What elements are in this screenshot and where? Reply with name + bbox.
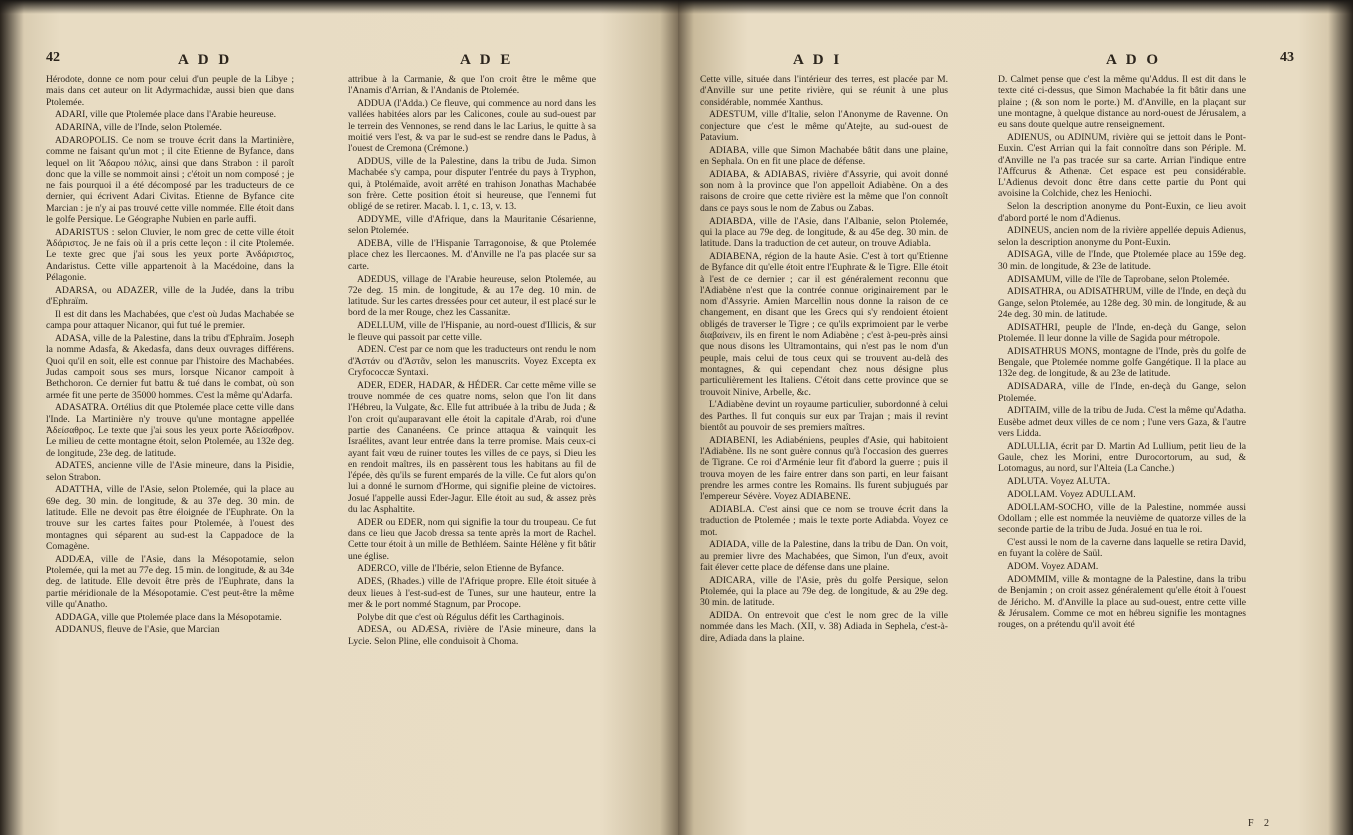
entry-paragraph: ADDYME, ville d'Afrique, dans la Mauritanie Césarienne, selon Ptolemée.: [348, 214, 596, 237]
right-page: [678, 0, 1353, 835]
signature-mark: F 2: [1248, 818, 1274, 829]
entry-paragraph: D. Calmet pense que c'est la même qu'Addus. Il est dit dans le texte cité ci-dessus, que Simon Machabée la fit bâtir dans une plaine ; (& son nom le porte.) M. d'Anville, en la plaçant sur une montagne, à quelque distance au nord-ouest de Jérusalem, a eu sans doute quelque autre renseignement.: [998, 74, 1246, 131]
running-head-right-col2: A D O: [1106, 52, 1162, 68]
entry-paragraph: Il est dit dans les Machabées, que c'est où Judas Machabée se campa pour attaquer Nicanor, qui fut tué le premier.: [46, 308, 294, 332]
page-edge: [678, 0, 1353, 14]
entry-paragraph: ADIDA. On entrevoit que c'est le nom grec de la ville nommée dans les Mach. (XII, v. 38) Adiada in Sephela, c'est-à-dire, Adiada dans la plaine.: [700, 610, 948, 644]
entry-paragraph: Polybe dit que c'est où Régulus défit les Carthaginois.: [357, 611, 565, 623]
page-number-right: 43: [1280, 50, 1294, 65]
entry-paragraph: ADASATRA. Ortélius dit que Ptolemée place cette ville dans l'Inde. La Martinière n'y trouve qu'une montagne appellée Ἀδείσαθρος. Le texte que j'ai sous les yeux porte Ἀδείσαθρον. Le milieu de cette montagne étoit, selon Ptolemée, au 132e deg. de longitude, 23e deg. de latitude.: [46, 402, 294, 459]
entry-paragraph: ADIABA, ville que Simon Machabée bâtit dans une plaine, en Sephala. On en fit une place de défense.: [700, 144, 948, 168]
entry-paragraph: ADISATHRA, ou ADISATHRUM, ville de l'Inde, en deçà du Gange, selon Ptolemée, au 128e deg. 30 min. de longitude, & au 24e deg. 30 min. de latitude.: [998, 286, 1246, 320]
entry-paragraph: ADISAMUM, ville de l'île de Taprobane, selon Ptolemée.: [1007, 273, 1230, 285]
entry-paragraph: ADISATHRI, peuple de l'Inde, en-deçà du Gange, selon Ptolemée. Il leur donne la ville de Sagida pour métropole.: [998, 321, 1246, 345]
entry-paragraph: ADDUS, ville de la Palestine, dans la tribu de Juda. Simon Machabée s'y campa, pour disputer l'entrée du pays à Tryphon, qui, à Ptolémaïde, avoit arrêté en trahison Jonathas Machabée son frère. Cette position étoit si heureuse, que l'ennemi fut obligé de se retirer. Macab. l. 1, c. 13, v. 13.: [348, 156, 596, 213]
entry-paragraph: ADERCO, ville de l'Ibérie, selon Etienne de Byfance.: [357, 563, 564, 575]
entry-paragraph: L'Adiabène devint un royaume particulier, subordonné à celui des Parthes. Il fut conquis sur eux par Trajan ; mais il revint bientôt au pouvoir de ses premiers maîtres.: [700, 399, 948, 433]
entry-paragraph: ADDAGA, ville que Ptolemée place dans la Mésopotamie.: [55, 611, 282, 623]
entry-paragraph: ADARSA, ou ADAZER, ville de la Judée, dans la tribu d'Ephraïm.: [46, 284, 294, 308]
entry-paragraph: ADISAGA, ville de l'Inde, que Ptolemée place au 159e deg. 30 min. de longitude, & 23e de latitude.: [998, 249, 1246, 272]
left-page-column-2: [348, 74, 596, 814]
entry-paragraph: ADEBA, ville de l'Hispanie Tarragonoise, & que Ptolemée place chez les Ilercaones. M. d'Anville ne l'a pas placée sur sa carte.: [348, 238, 596, 272]
right-page-column-2: [998, 74, 1246, 814]
entry-paragraph: ADESTUM, ville d'Italie, selon l'Anonyme de Ravenne. On conjecture que c'est le même qu'Atejte, au sud-ouest de Patavium.: [700, 109, 948, 143]
entry-paragraph: Selon la description anonyme du Pont-Euxin, ce lieu avoit d'abord porté le nom d'Adienus.: [998, 201, 1246, 224]
entry-paragraph: ADIABLA. C'est ainsi que ce nom se trouve écrit dans la traduction de Ptolemée ; mais le texte porte Adiabda. Voyez ce mot.: [700, 503, 948, 538]
entry-paragraph: ADDUA (l'Adda.) Ce fleuve, qui commence au nord dans les vallées habitées alors par les Calicones, coule au sud-ouest par le terrein des Vennones, se rend dans le lac Larius, le quitte à sa moitié vers l'est, & va par le sud-est se rendre dans le Padus, à l'ouest de Cremona (Crémone.): [348, 98, 596, 155]
running-head-right-col1: A D I: [793, 52, 843, 68]
page-edge: [0, 0, 678, 14]
entry-paragraph: ADARI, ville que Ptolemée place dans l'Arabie heureuse.: [55, 109, 276, 121]
entry-paragraph: ADEN. C'est par ce nom que les traducteurs ont rendu le nom d'Ἀστάν ou d'Ἀστᾶν, selon les manuscrits. Voyez Excepta ex Cryfococcæ Syntaxi.: [348, 344, 596, 378]
entry-paragraph: ADER, EDER, HADAR, & HÉDER. Car cette même ville se trouve nommée de ces quatre noms, selon que l'on lit dans l'Hébreu, la Vulgate, &c. Elle fut attribuée à la tribu de Juda ; & l'on croit qu'auparavant elle étoit la capitale d'Arab, roi d'une partie des Cananéens. Ce prince attaqua & vainquit les Israélites, avant leur entrée dans la terre promise. Mais ceux-ci ayant fait vœu de ruiner toutes les villes de ce pays, si Dieu les en rendoit maîtres, ils en passèrent tous les habitans au fil de l'épée, dès qu'ils se furent emparés de la ville. Ce fut alors qu'on lui a donné le surnom d'Horme, qui signifie pleine de victoires. Josué l'appelle aussi Eder-Jagur. Elle étoit au sud, & assez près du lac Asphaltite.: [348, 379, 596, 515]
entry-paragraph: ADARINA, ville de l'Inde, selon Ptolemée.: [55, 122, 222, 134]
entry-paragraph: ADITAIM, ville de la tribu de Juda. C'est la même qu'Adatha. Eusèbe admet deux villes de ce nom ; l'une vers Gaza, & l'autre vers Lidda.: [998, 405, 1246, 439]
entry-paragraph: ADER ou EDER, nom qui signifie la tour du troupeau. Ce fut dans ce lieu que Jacob dressa sa tente après la mort de Rachel. Cette tour étoit à un mille de Bethléem. Sainte Hélène y fit bâtir une église.: [348, 516, 596, 562]
entry-paragraph: ADARISTUS : selon Cluvier, le nom grec de cette ville étoit Ἀδάριστος. Je ne fais où il a pris cette leçon : il cite Ptolemée. Le texte grec que j'ai sous les yeux porte Ἀνδάριστος, Andaristus. Cette ville appartenoit à la Macédoine, dans la Pélagonie.: [46, 226, 294, 284]
entry-paragraph: Hérodote, donne ce nom pour celui d'un peuple de la Libye ; mais dans cet auteur on lit Adyrmachidæ, aussi bien que dans Ptolemée.: [46, 74, 294, 108]
entry-paragraph: ADINEUS, ancien nom de la rivière appellée depuis Adienus, selon la description anonyme du Pont-Euxin.: [998, 225, 1246, 248]
entry-paragraph: ADOM. Voyez ADAM.: [1007, 561, 1099, 573]
entry-paragraph: ADDÆA, ville de l'Asie, dans la Mésopotamie, selon Ptolemée, qui la met au 77e deg. 15 min. de longitude, & au 34e deg. de latitude. Elle devoit être près de l'Euphrate, dans la partie méridionale de la Mésopotamie. C'est peut-être la même ville qu'Anatho.: [46, 553, 294, 610]
entry-paragraph: ADIABENI, les Adiabéniens, peuples d'Asie, qui habitoient l'Adiabène. Ils ne sont guère connus qu'à l'occasion des guerres de Tigrane. Ce roi d'Arménie leur fit d'abord la guerre ; puis il trouva moyen de les faire entrer dans son parti, en leur faisant prendre les armes contre les Romains. Ils furent subjugués par l'empereur Sévère. Voyez ADIABENE.: [700, 434, 948, 503]
entry-paragraph: ADIADA, ville de la Palestine, dans la tribu de Dan. On voit, au premier livre des Machabées, que Simon, l'un d'eux, avoit fait élever cette place de défense dans une plaine.: [700, 539, 948, 573]
entry-paragraph: ADAROPOLIS. Ce nom se trouve écrit dans la Martinière, comme ne faisant qu'un mot ; il cite Etienne de Byfance, dans lequel on lit Ἄδαρου πόλις, ainsi que dans Strabon : il paroît donc que la ville se nommoit ainsi ; c'étoit un nom composé ; je ne fais pourquoi il a été décomposé par les traducteurs de ce dernier, qui écrivent Adari Civitas. Etienne de Byfance cite Marcian : je n'y ai pas trouvé cette ville nommée. Elle étoit dans le golfe Persique. Le Géographe Nubien en parle auffi.: [46, 134, 294, 226]
running-head-left-col1: A D D: [178, 52, 233, 68]
entry-paragraph: ADIABA, & ADIABAS, rivière d'Assyrie, qui avoit donné son nom à la province que l'on appelloit Adiabène. On a des raisons de croire que cette rivière est la même que l'on connoît dans ce pays sous le nom de Zabus ou Zabas.: [700, 168, 948, 214]
entry-paragraph: ADESA, ou ADÆSA, rivière de l'Asie mineure, dans la Lycie. Selon Pline, elle conduisoit à Choma.: [348, 624, 596, 647]
entry-paragraph: ADATTHA, ville de l'Asie, selon Ptolemée, qui la place au 69e deg. 30 min. de longitude, & au 37e deg. 30 min. de latitude. Elle ne devoit pas être éloignée de l'Euphrate. On la trouve sur les cartes faites pour Ptolemée, à l'ouest des montagnes qui séparent au sud-est la Cappadoce de la Comagène.: [46, 484, 294, 552]
entry-paragraph: ADLUTA. Voyez ALUTA.: [1007, 476, 1111, 488]
left-page-column-1: [46, 74, 294, 814]
right-page-column-1: [700, 74, 948, 814]
page-number-left: 42: [46, 50, 60, 65]
entry-paragraph: ADDANUS, fleuve de l'Asie, que Marcian: [55, 624, 220, 636]
entry-paragraph: ADICARA, ville de l'Asie, près du golfe Persique, selon Ptolemée, qui la place au 79e deg. de longitude, & au 29e deg. 30 min. de latitude.: [700, 574, 948, 609]
entry-paragraph: attribue à la Carmanie, & que l'on croit être le même que l'Anamis d'Arrian, & l'Andanis de Ptolemée.: [348, 74, 596, 97]
entry-paragraph: ADELLUM, ville de l'Hispanie, au nord-ouest d'Illicis, & sur le fleuve qui passoit par cette ville.: [348, 320, 596, 343]
entry-paragraph: ADOLLAM. Voyez ADULLAM.: [1007, 488, 1136, 500]
entry-paragraph: ADOMMIM, ville & montagne de la Palestine, dans la tribu de Benjamin ; on croit assez généralement qu'elle étoit à l'ouest de Jéricho. M. d'Anville la place au sud-ouest, entre cette ville & Jérusalem. Comme ce mot en hébreu signifie les montagnes rouges, on a prétendu qu'il avoit été: [998, 573, 1246, 631]
entry-paragraph: ADATES, ancienne ville de l'Asie mineure, dans la Pisidie, selon Strabon.: [46, 460, 294, 483]
running-head-left-col2: A D E: [460, 52, 514, 68]
entry-paragraph: ADIABENA, région de la haute Asie. C'est à tort qu'Etienne de Byfance dit qu'elle étoit entre l'Euphrate & le Tigre. Elle étoit à l'est de ce dernier ; car il est généralement reconnu que l'Adiabène n'est que la contrée connue originairement par le nom d'Assyrie. Amien Marcellin nous donne la raison de ce changement, en disant que les Grecs qui s'y rendoient étoient obligés de traverser le Tigre ; ce qu'ils exprimoient par le verbe διαβαίνειν, ils en firent le nom Adiabène ; c'est à-peu-près ainsi que nous disons les Ultramontains, qui n'est pas le nom d'un peuple, mais celui de tous ceux qui se trouvent au-delà des montagnes, & qui cependant chez nous désigne plus particulièrement les Italiens. C'étoit dans cette province que se trouvoit Ninive, Arbelle, &c.: [700, 250, 948, 398]
entry-paragraph: ADISATHRUS MONS, montagne de l'Inde, près du golfe de Bengale, que Ptolemée nomme golfe Gangétique. Il la place au 132e deg. de longitude, & au 23e de latitude.: [998, 345, 1246, 380]
entry-paragraph: ADIABDA, ville de l'Asie, dans l'Albanie, selon Ptolemée, qui la place au 79e deg. de longitude, & au 45e deg. 30 min. de latitude. Dans la traduction de cet auteur, on trouve Adiabla.: [700, 215, 948, 250]
entry-paragraph: ADLULLIA, écrit par D. Martin Ad Lullium, petit lieu de la Gaule, chez les Morini, entre Durocortorum, au sud, & Lotomagus, au nord, sur l'Alteia (La Canche.): [998, 440, 1246, 475]
entry-paragraph: ADOLLAM-SOCHO, ville de la Palestine, nommée aussi Odollam ; elle est nommée la neuvième de quatorze villes de la seconde partie de la tribu de Juda. Josué en tua le roi.: [998, 501, 1246, 536]
entry-paragraph: ADES, (Rhades.) ville de l'Afrique propre. Elle étoit située à deux lieues à l'est-sud-est de Tunes, sur une hauteur, entre la mer & le port nommé Stagnum, par Procope.: [348, 576, 596, 610]
entry-paragraph: Cette ville, située dans l'intérieur des terres, est placée par M. d'Anville sur une petite rivière, qui se réunit à une plus considérable, nommée Xanthus.: [700, 74, 948, 108]
entry-paragraph: ADISADARA, ville de l'Inde, en-deçà du Gange, selon Ptolemée.: [998, 381, 1246, 404]
entry-paragraph: C'est aussi le nom de la caverne dans laquelle se retira David, en fuyant la colère de Saül.: [998, 537, 1246, 560]
entry-paragraph: ADASA, ville de la Palestine, dans la tribu d'Ephraïm. Joseph la nomme Adasfa, & Akedasfa, dans deux ouvrages différens. Quoi qu'il en soit, elle est connue par l'histoire des Machabées. Judas campoit sous ses murs, lorsque Nicanor campoit à Bethchoron. Ce dernier fut battu & tué dans le combat, où son armée fit une perte de 35000 hommes. C'est la même qu'Adarfa.: [46, 333, 294, 401]
entry-paragraph: ADIENUS, ou ADINUM, rivière qui se jettoit dans le Pont-Euxin. C'est Arrian qui la fait connoître dans son Périple. M. d'Anville ne l'a pas tracée sur sa carte. Arrian l'indique entre l'Affcurus & Athenæ. Cet espace est peu considérable. L'Adienus devoit donc être dans cette partie du Pont qui avoisine la Colchide, chez les Heniochi.: [998, 131, 1246, 200]
entry-paragraph: ADEDUS, village de l'Arabie heureuse, selon Ptolemée, au 72e deg. 15 min. de longitude, & au 17e deg. 10 min. de latitude. Sur les cartes dressées pour cet auteur, il est placé sur le bord de la mer Rouge, chez les Cassanitæ.: [348, 273, 596, 319]
